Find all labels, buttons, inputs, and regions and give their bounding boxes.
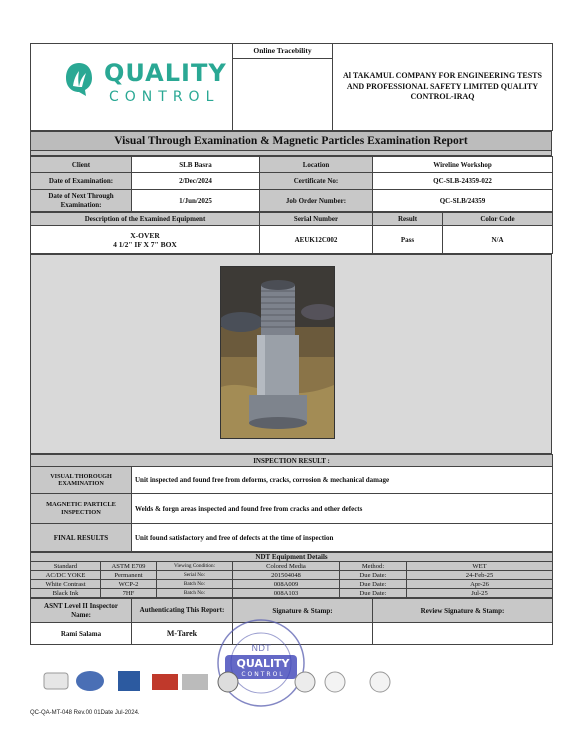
logo-globe bbox=[76, 671, 104, 691]
result-label: Result bbox=[373, 213, 443, 226]
ndt-cell: Colored Media bbox=[233, 562, 340, 571]
next-exam-value: 1/Jun/2025 bbox=[132, 190, 260, 212]
ndt-cell: Due Date: bbox=[340, 571, 407, 580]
spacer-bar bbox=[31, 151, 552, 156]
ndt-cell: Viewing Condition: bbox=[157, 562, 233, 571]
ndt-table bbox=[30, 552, 553, 598]
client-label: Client bbox=[31, 157, 132, 173]
cert-label: Certificate No: bbox=[260, 173, 373, 190]
ndt-cell: 201504048 bbox=[233, 571, 340, 580]
result-value: Pass bbox=[373, 226, 443, 254]
ndt-cell: White Contrast bbox=[31, 580, 101, 589]
inspector-label: ASNT Level II Inspector Name: bbox=[31, 599, 132, 623]
final-label: FINAL RESULTS bbox=[31, 524, 132, 552]
equipment-table bbox=[30, 212, 553, 254]
visual-label: VISUAL THOROUGH EXAMINATION bbox=[31, 467, 132, 494]
ndt-cell: Apr-26 bbox=[407, 580, 553, 589]
ndt-cell: Due Date: bbox=[340, 580, 407, 589]
ndt-cell: 008A103 bbox=[233, 589, 340, 598]
ndt-cell: Batch No: bbox=[157, 580, 233, 589]
ndt-cell: Permanent bbox=[101, 571, 157, 580]
serial-value: AEUK12C002 bbox=[260, 226, 373, 254]
ndt-cell: Black Ink bbox=[31, 589, 101, 598]
stamp-quality: QUALITY bbox=[236, 657, 290, 670]
ndt-cell: Method: bbox=[340, 562, 407, 571]
desc-label: Description of the Examined Equipment bbox=[31, 213, 260, 226]
color-value: N/A bbox=[443, 226, 553, 254]
logo-word-control: CONTROL bbox=[109, 89, 220, 105]
inspection-table bbox=[30, 454, 553, 552]
ndt-cell: WCP-2 bbox=[101, 580, 157, 589]
accreditation-logos bbox=[30, 668, 430, 696]
logo-round-3 bbox=[370, 672, 390, 692]
stamp-ndt: NDT bbox=[251, 644, 271, 654]
photo-table bbox=[30, 254, 552, 454]
report-title: Visual Through Examination & Magnetic Particles Examination Report bbox=[31, 132, 552, 151]
logo-seal bbox=[218, 672, 238, 692]
serial-label: Serial Number bbox=[260, 213, 373, 226]
auth-label: Authenticating This Report: bbox=[132, 599, 233, 623]
job-value: QC-SLB/24359 bbox=[373, 190, 553, 212]
ndt-cell: 008A009 bbox=[233, 580, 340, 589]
logo-cell bbox=[31, 44, 233, 131]
final-text: Unit found satisfactory and free of defects at the time of inspection bbox=[132, 524, 553, 552]
review-cell bbox=[373, 623, 553, 645]
auth-name: M-Tarek bbox=[132, 623, 233, 645]
crossover-photo-image bbox=[221, 267, 334, 438]
ndt-title: NDT Equipment Details bbox=[31, 553, 553, 562]
logo-round-2 bbox=[325, 672, 345, 692]
location-value: Wireline Workshop bbox=[373, 157, 553, 173]
mpi-text: Welds & forgn areas inspected and found free from cracks and other defects bbox=[132, 494, 553, 524]
ndt-cell: 7HF bbox=[101, 589, 157, 598]
ndt-cell: Due Date: bbox=[340, 589, 407, 598]
company-cell bbox=[333, 44, 553, 131]
accreditation-logo-strip bbox=[30, 668, 430, 696]
logo-round-1 bbox=[295, 672, 315, 692]
logo-red bbox=[152, 674, 178, 690]
logo-gray bbox=[182, 674, 208, 690]
review-label: Review Signature & Stamp: bbox=[373, 599, 553, 623]
traceability-label: Online Tracebility bbox=[233, 44, 332, 59]
logo-lega bbox=[118, 671, 140, 691]
equipment-photo bbox=[220, 266, 335, 439]
desc-value bbox=[31, 226, 260, 254]
report-page bbox=[30, 43, 552, 645]
location-label: Location bbox=[260, 157, 373, 173]
ndt-cell: WET bbox=[407, 562, 553, 571]
ndt-cell: Standard bbox=[31, 562, 101, 571]
date-exam-value: 2/Dec/2024 bbox=[132, 173, 260, 190]
info-table bbox=[30, 156, 553, 212]
visual-text: Unit inspected and found free from deforms, cracks, corrosion & mechanical damage bbox=[132, 467, 553, 494]
inspection-title: INSPECTION RESULT : bbox=[31, 455, 553, 467]
date-exam-label: Date of Examination: bbox=[31, 173, 132, 190]
inspector-name: Rami Salama bbox=[31, 623, 132, 645]
ndt-cell: 24-Feb-25 bbox=[407, 571, 553, 580]
color-label: Color Code bbox=[443, 213, 553, 226]
ndt-cell: AC/DC YOKE bbox=[31, 571, 101, 580]
client-value: SLB Basra bbox=[132, 157, 260, 173]
ndt-cell: Jul-25 bbox=[407, 589, 553, 598]
company-line-2: AND PROFESSIONAL SAFETY LIMITED QUALITY CONTROL-IRAQ bbox=[346, 81, 539, 102]
ndt-cell: Serial No: bbox=[157, 571, 233, 580]
photo-area bbox=[31, 255, 552, 454]
title-table bbox=[30, 131, 552, 156]
quality-logo-icon bbox=[64, 61, 94, 97]
logo-word-quality: QUALITY bbox=[104, 59, 227, 87]
next-exam-label: Date of Next Through Examination: bbox=[31, 190, 132, 212]
company-line-1: Al TAKAMUL COMPANY FOR ENGINEERING TESTS bbox=[343, 70, 542, 80]
footer-text: QC-QA-MT-048 Rev.00 01Date Jul-2024. bbox=[30, 710, 140, 716]
mpi-label: MAGNETIC PARTICLE INSPECTION bbox=[31, 494, 132, 524]
job-label: Job Order Number: bbox=[260, 190, 373, 212]
cert-value: QC-SLB-24359-022 bbox=[373, 173, 553, 190]
logo-badge-1 bbox=[44, 673, 68, 689]
header-table bbox=[30, 43, 553, 131]
ndt-cell: ASTM E709 bbox=[101, 562, 157, 571]
stamp-control: CONTROL bbox=[241, 671, 285, 678]
desc-line-1: X-OVER bbox=[130, 230, 160, 240]
sig-label: Signature & Stamp: bbox=[233, 599, 373, 623]
desc-line-2: 4 1/2" IF X 7" BOX bbox=[113, 239, 177, 249]
traceability-cell bbox=[233, 44, 333, 131]
ndt-cell: Batch No: bbox=[157, 589, 233, 598]
